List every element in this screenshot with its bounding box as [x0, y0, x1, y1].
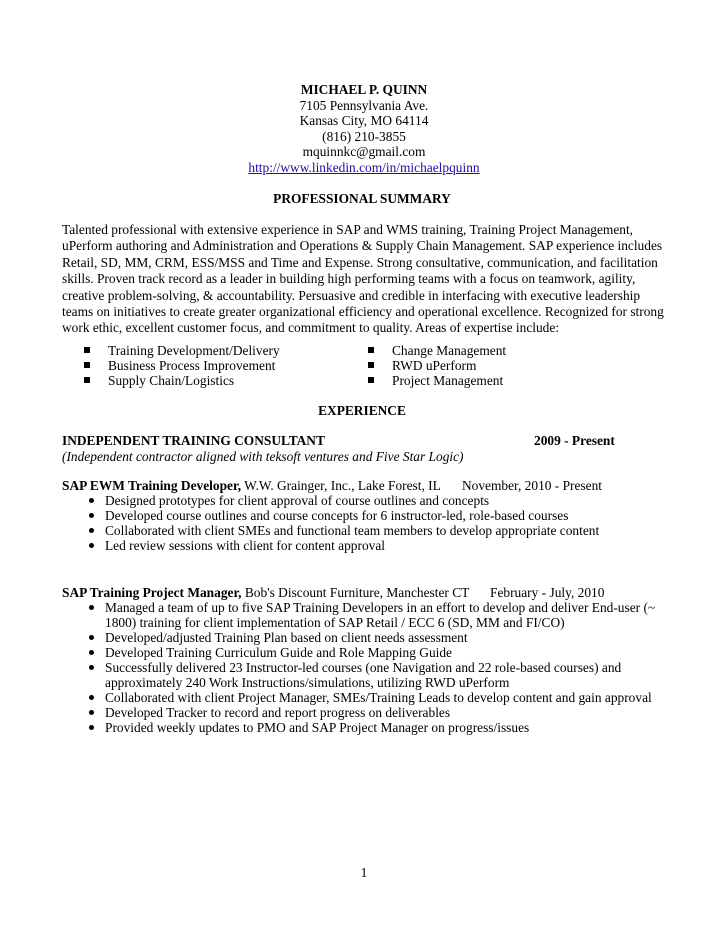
list-item: Developed course outlines and course concepts for 6 instructor-led, role-based courses: [62, 508, 682, 523]
phone: (816) 210-3855: [322, 128, 406, 144]
job-bullets: [62, 493, 682, 553]
list-item: Collaborated with client SMEs and functional team members to develop appropriate content: [62, 523, 682, 538]
list-item: Collaborated with client Project Manager, SMEs/Training Leads to develop content and gain approval: [62, 690, 682, 705]
list-item: Led review sessions with client for content approval: [62, 538, 682, 553]
square-bullet-icon: [84, 377, 90, 383]
experience-heading: EXPERIENCE: [318, 403, 406, 418]
summary-text: Talented professional with extensive experience in SAP and WMS training, Training Project Management, uPerform authoring and Administration and Operations & Supply Chain Management. SAP experience includes Retail, SD, MM, CRM, ESS/MSS and Time and Expense. Strong consultative, communication, and facilitation skills. Proven track record as a leader in building high performing teams with a focus on teamwork, agility, creative problem-solving, & accountability. Persuasive and credible in interfacing with executive leadership teams on initiatives to create greater organizational efficiency and operational excellence. Recognized for strong work ethic, excellent customer focus, and commitment to quality. Areas of expertise include:: [62, 222, 664, 336]
job-title: SAP Training Project Manager,: [62, 585, 242, 600]
job-company: W.W. Grainger, Inc., Lake Forest, IL: [241, 478, 441, 493]
list-item: Managed a team of up to five SAP Training Developers in an effort to develop and deliver End-user (~ 1800) training for client implementation of SAP Retail / ECC 6 (SD, MM and FI/CO): [62, 600, 682, 630]
page-number: 1: [360, 865, 368, 880]
address-line-1: 7105 Pennsylvania Ave.: [299, 97, 429, 113]
candidate-name: MICHAEL P. QUINN: [300, 82, 428, 97]
square-bullet-icon: [368, 362, 374, 368]
job-dates: November, 2010 - Present: [462, 478, 603, 493]
linkedin-link[interactable]: http://www.linkedin.com/in/michaelpquinn: [248, 159, 480, 175]
job-training-pm: [62, 585, 682, 735]
list-item: Designed prototypes for client approval of course outlines and concepts: [62, 493, 682, 508]
list-item: Developed/adjusted Training Plan based on client needs assessment: [62, 630, 682, 645]
consultant-section: [62, 433, 682, 464]
job-dates: February - July, 2010: [490, 585, 605, 600]
job-company: Bob's Discount Furniture, Manchester CT: [241, 585, 470, 600]
job-bullets: [62, 600, 682, 735]
list-item: Successfully delivered 23 Instructor-led courses (one Navigation and 22 role-based courses) and approximately 240 Work Instructions/simulations, utilizing RWD uPerform: [62, 660, 682, 690]
resume-page: MICHAEL P. QUINN 7105 Pennsylvania Ave. Kansas City, MO 64114 (816) 210-3855 mquinnkc@gmail.com http://www.linkedin.com/in/michaelpquinn PROFESSIONAL SUMMARY Talented professional with extensive experience in SAP and WMS training, Training Project Management, uPerform authoring and Administration and Operations & Supply Chain Management. SAP experience includes Retail, SD, MM, CRM, ESS/MSS and Time and Expense. Strong consultative, communication, and facilitation skills. Proven track record as a leader in building high performing teams with a focus on teamwork, agility, creative problem-solving, & accountability. Persuasive and credible in interfacing with executive leadership teams on initiatives to create greater organizational efficiency and operational excellence. Recognized for strong work ethic, excellent customer focus, and commitment to quality. Areas of expertise include: Training Development/Delivery Business Process Improvement Supply Chain/Logistics Change Management RWD uPerform Project Management EXPERIENCE INDEPENDENT TRAINING CONSULTANT 2009 - Present (Independent contractor aligned with teksoft ventures and Five Star Logic) SAP EWM Training Developer, W.W. Grainger, Inc., Lake Forest, IL November, 2010 - Present Designed prototypes for client approval of course outlines and concepts Developed course outlines and course concepts for 6 instructor-led, role-based courses Collaborated with client SMEs and functional team members to develop appropriate content Led review sessions with client for content approval SAP Training Project Manager, Bob's Discount Furniture, Manchester CT February - July, 2010 Managed a team of up to five SAP Training Developers in an effort to develop and deliver End-user (~ 1800) training for client implementation of SAP Retail / ECC 6 (SD, MM and FI/CO) Developed/adjusted Training Plan based on client needs assessment Developed Training Curriculum Guide and Role Mapping Guide Successfully delivered 23 Instructor-led courses (one Navigation and 22 role-based courses) and approximately 240 Work Instructions/simulations, utilizing RWD uPerform Collaborated with client Project Manager, SMEs/Training Leads to develop content and gain approval Developed Tracker to record and report progress on deliverables Provided weekly updates to PMO and SAP Project Manager on progress/issues 1: [0, 0, 728, 943]
list-item: Developed Training Curriculum Guide and Role Mapping Guide: [62, 645, 682, 660]
job-title: SAP EWM Training Developer,: [62, 478, 242, 493]
address-line-2: Kansas City, MO 64114: [299, 113, 429, 128]
contact-block: [200, 82, 528, 175]
consultant-note: (Independent contractor aligned with teksoft ventures and Five Star Logic): [62, 449, 464, 464]
email: mquinnkc@gmail.com: [302, 144, 426, 159]
square-bullet-icon: [368, 377, 374, 383]
list-item: Developed Tracker to record and report progress on deliverables: [62, 705, 682, 720]
square-bullet-icon: [84, 362, 90, 368]
summary-heading: PROFESSIONAL SUMMARY: [273, 191, 451, 206]
list-item: Provided weekly updates to PMO and SAP Project Manager on progress/issues: [62, 720, 682, 735]
consultant-dates: 2009 - Present: [534, 433, 615, 448]
job-ewm-developer: [62, 478, 682, 553]
consultant-title: INDEPENDENT TRAINING CONSULTANT: [62, 433, 325, 448]
square-bullet-icon: [368, 347, 374, 353]
square-bullet-icon: [84, 347, 90, 353]
